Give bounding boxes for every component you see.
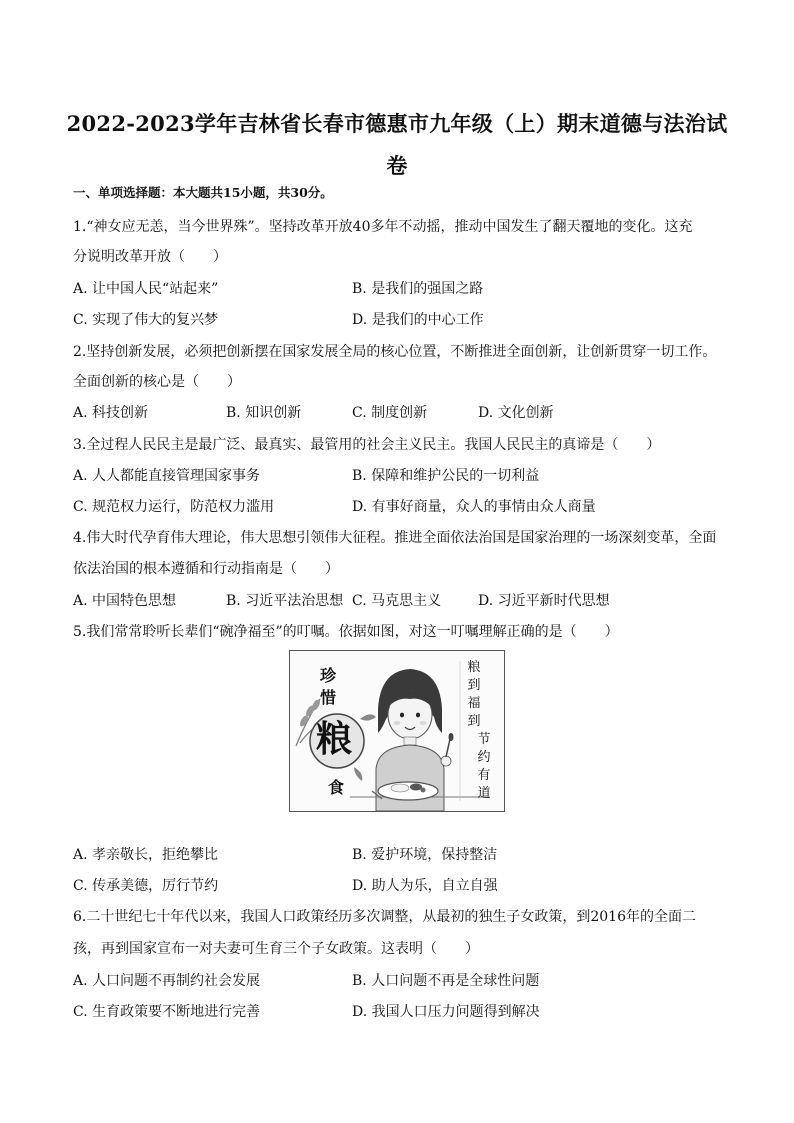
figure-right-col-2 (475, 731, 493, 803)
figure-char-shi: 食 (328, 778, 345, 797)
q1-option-b[interactable]: B. 是我们的强国之路 (352, 281, 484, 297)
q1-stem-line-2: 分说明改革开放（ ） (73, 249, 227, 265)
q5-option-a[interactable]: A. 孝亲敬长，拒绝攀比 (73, 847, 219, 863)
q2-stem-line-1: 2.坚持创新发展，必须把创新摆在国家发展全局的核心位置，不断推进全面创新，让创新贯穿一切工作。 (73, 344, 717, 360)
q6-stem-line-1: 6.二十世纪七十年代以来，我国人口政策经历多次调整，从最初的独生子女政策，到2016年的全面二 (73, 909, 696, 925)
q6-option-c[interactable]: C. 生育政策要不断地进行完善 (73, 1004, 261, 1020)
q6-option-d[interactable]: D. 我国人口压力问题得到解决 (352, 1004, 540, 1020)
q4-stem-line-1: 4.伟大时代孕育伟大理论，伟大思想引领伟大征程。推进全面依法治国是国家治理的一场深刻变革，全面 (73, 530, 717, 546)
title-line-2: 卷 (386, 153, 408, 178)
figure-right-char: 福 (467, 696, 481, 711)
figure-right-char: 道 (477, 786, 491, 801)
q4-option-b[interactable]: B. 习近平法治思想 (226, 593, 344, 609)
q4-stem-line-2: 依法治国的根本遵循和行动指南是（ ） (73, 561, 339, 577)
figure-char-zhen: 珍 (320, 666, 337, 685)
q6-option-b[interactable]: B. 人口问题不再是全球性问题 (352, 973, 540, 989)
figure-char-liang: 粮 (316, 718, 353, 760)
q2-option-c[interactable]: C. 制度创新 (352, 405, 428, 421)
q2-option-d[interactable]: D. 文化创新 (478, 405, 554, 421)
q3-option-b[interactable]: B. 保障和维护公民的一切利益 (352, 468, 540, 484)
q1-option-a[interactable]: A. 让中国人民“站起来” (73, 281, 219, 297)
q5-option-c[interactable]: C. 传承美德，厉行节约 (73, 878, 219, 894)
figure-right-char: 到 (467, 678, 481, 693)
figure-right-char: 约 (477, 750, 491, 765)
q3-option-c[interactable]: C. 规范权力运行，防范权力滥用 (73, 499, 275, 515)
q4-option-d[interactable]: D. 习近平新时代思想 (478, 593, 610, 609)
page-title (60, 103, 734, 187)
q2-stem-line-2: 全面创新的核心是（ ） (73, 374, 241, 390)
q3-option-d[interactable]: D. 有事好商量，众人的事情由众人商量 (352, 499, 596, 515)
q6-stem-line-2: 孩，再到国家宣布一对夫妻可生育三个子女政策。这表明（ ） (73, 941, 479, 957)
q2-option-a[interactable]: A. 科技创新 (73, 405, 149, 421)
figure-right-char: 到 (467, 714, 481, 729)
figure-right-col-1 (465, 659, 483, 731)
q5-option-d[interactable]: D. 助人为乐，自立自强 (352, 878, 498, 894)
q1-option-c[interactable]: C. 实现了伟大的复兴梦 (73, 312, 219, 328)
figure-left-text (290, 651, 390, 811)
figure-right-char: 有 (477, 768, 491, 783)
q4-option-a[interactable]: A. 中国特色思想 (73, 593, 177, 609)
q2-option-b[interactable]: B. 知识创新 (226, 405, 302, 421)
title-line-1: 2022-2023学年吉林省长春市德惠市九年级（上）期末道德与法治试 (66, 111, 728, 136)
figure-char-xi: 惜 (320, 688, 337, 707)
q5-option-b[interactable]: B. 爱护环境，保持整洁 (352, 847, 498, 863)
section-heading: 一、单项选择题：本大题共15小题，共30分。 (73, 185, 333, 200)
q6-option-a[interactable]: A. 人口问题不再制约社会发展 (73, 973, 261, 989)
q5-stem-line-1: 5.我们常常聆听长辈们“碗净福至”的叮嘱。依据如图，对这一叮嘱理解正确的是（ ） (73, 624, 619, 640)
q1-option-d[interactable]: D. 是我们的中心工作 (352, 312, 484, 328)
q4-option-c[interactable]: C. 马克思主义 (352, 593, 442, 609)
q5-figure-cherish-grain (289, 650, 505, 812)
q1-stem-line-1: 1.“神女应无恙，当今世界殊”。坚持改革开放40多年不动摇，推动中国发生了翻天覆地的变化。这充 (73, 219, 693, 235)
figure-right-char: 节 (477, 732, 491, 747)
q3-option-a[interactable]: A. 人人都能直接管理国家事务 (73, 468, 261, 484)
figure-right-char: 粮 (467, 660, 481, 675)
q3-stem-line-1: 3.全过程人民民主是最广泛、最真实、最管用的社会主义民主。我国人民民主的真谛是（ ） (73, 437, 661, 453)
